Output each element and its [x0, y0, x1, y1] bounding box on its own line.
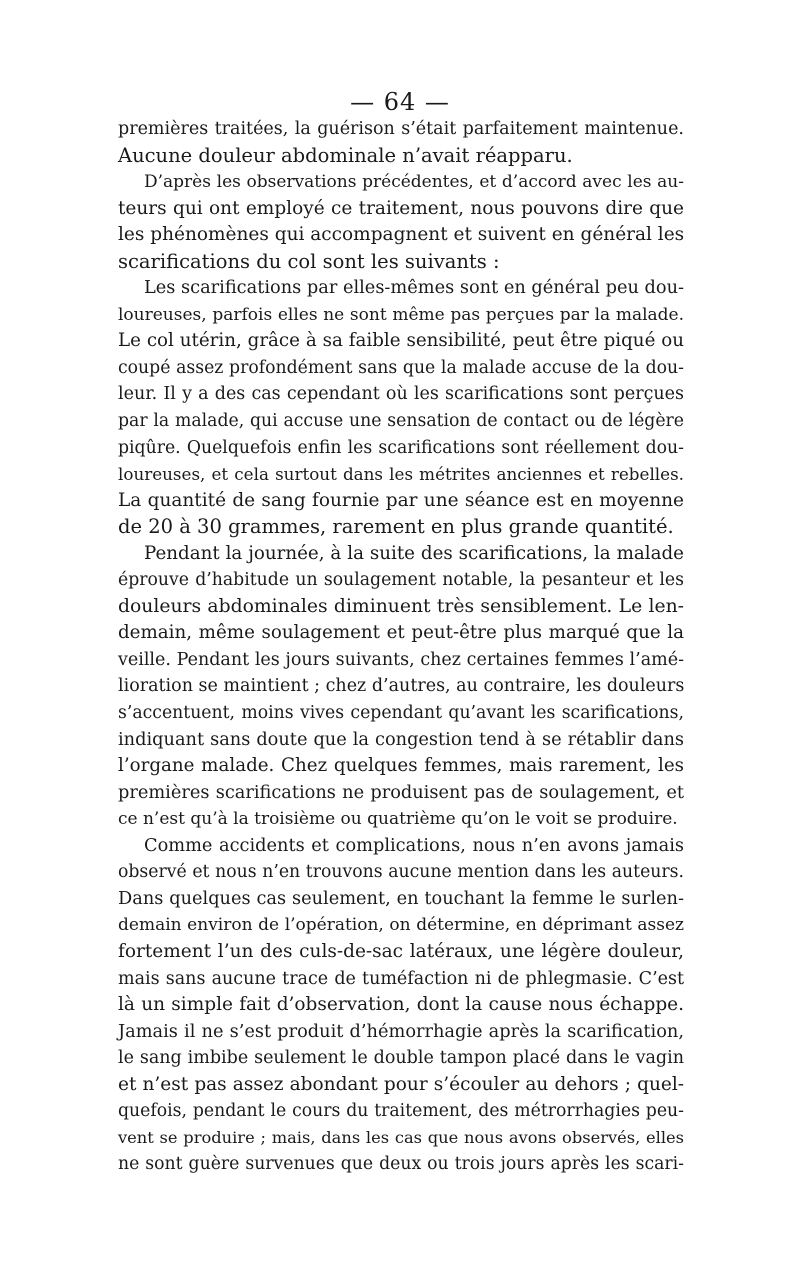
- text-line: ce n’est qu’à la troisième ou quatrième qu’on le voit se produire.: [118, 809, 678, 830]
- text-line: lioration se maintient ; chez d’autres, au contraire, les douleurs: [118, 676, 685, 697]
- text-line: et n’est pas assez abondant pour s’écouler au dehors ; quel-: [118, 1073, 684, 1095]
- text-line: Pendant la journée, à la suite des scarifications, la malade: [144, 542, 684, 564]
- text-line: D’après les observations précédentes, et d’accord avec les au-: [144, 172, 684, 193]
- text-line: scarifications du col sont les suivants :: [118, 249, 500, 273]
- text-line: fortement l’un des culs-de-sac latéraux, une légère douleur,: [118, 940, 684, 962]
- text-line: veille. Pendant les jours suivants, chez certaines femmes l’amé-: [118, 649, 684, 670]
- text-line: premières scarifications ne produisent pas de soulagement, et: [118, 782, 684, 803]
- text-line: là un simple fait d’observation, dont la cause nous échappe.: [118, 994, 684, 1016]
- text-line: demain environ de l’opération, on détermine, en déprimant assez: [118, 915, 684, 936]
- text-line: premières traitées, la guérison s’était parfaitement maintenue.: [118, 119, 684, 139]
- text-line: par la malade, qui accuse une sensation de contact ou de légère: [118, 411, 684, 432]
- text-line: éprouve d’habitude un soulagement notable, la pesanteur et les: [118, 570, 684, 591]
- page-number: — 64 —: [350, 88, 450, 116]
- text-line: s’accentuent, moins vives cependant qu’avant les scarifications,: [118, 703, 684, 724]
- text-line: le sang imbibe seulement le double tampon placé dans le vagin: [118, 1048, 684, 1069]
- text-line: demain, même soulagement et peut-être plus marqué que la: [118, 622, 684, 644]
- text-line: vent se produire ; mais, dans les cas que nous avons observés, elles: [118, 1127, 684, 1147]
- text-line: loureuses, et cela surtout dans les métrites anciennes et rebelles.: [118, 464, 684, 485]
- text-line: Comme accidents et complications, nous n’en avons jamais: [144, 835, 684, 856]
- text-line: leur. Il y a des cas cependant où les scarifications sont perçues: [118, 384, 684, 405]
- text-line: douleurs abdominales diminuent très sensiblement. Le len-: [118, 595, 684, 617]
- text-line: quefois, pendant le cours du traitement, des métrorrhagies peu-: [118, 1101, 684, 1122]
- text-line: ne sont guère survenues que deux ou trois jours après les scari-: [118, 1154, 684, 1175]
- text-line: Aucune douleur abdominale n’avait réapparu.: [118, 143, 573, 167]
- text-line: piqûre. Quelquefois enfin les scarifications sont réellement dou-: [118, 437, 684, 458]
- text-line: mais sans aucune trace de tuméfaction ni de phlegmasie. C’est: [118, 968, 684, 989]
- text-line: Le col utérin, grâce à sa faible sensibilité, peut être piqué ou: [118, 330, 684, 352]
- text-line: indiquant sans doute que la congestion tend à se rétablir dans: [118, 729, 684, 750]
- text-line: Jamais il ne s’est produit d’hémorrhagie après la scarification,: [118, 1021, 684, 1042]
- text-line: observé et nous n’en trouvons aucune mention dans les auteurs.: [118, 862, 684, 883]
- text-line: teurs qui ont employé ce traitement, nous pouvons dire que: [118, 197, 684, 219]
- text-line: Les scarifications par elles-mêmes sont en général peu dou-: [144, 278, 685, 299]
- text-line: l’organe malade. Chez quelques femmes, mais rarement, les: [118, 755, 684, 777]
- text-line: de 20 à 30 grammes, rarement en plus grande quantité.: [118, 515, 674, 539]
- text-line: Dans quelques cas seulement, en touchant la femme le surlen-: [118, 888, 684, 909]
- text-line: les phénomènes qui accompagnent et suivent en général les: [118, 224, 685, 246]
- text-line: La quantité de sang fournie par une séance est en moyenne: [118, 489, 684, 511]
- text-line: loureuses, parfois elles ne sont même pas perçues par la malade.: [118, 304, 684, 325]
- body-text: [118, 116, 684, 1178]
- text-line: coupé assez profondément sans que la malade accuse de la dou-: [118, 357, 684, 378]
